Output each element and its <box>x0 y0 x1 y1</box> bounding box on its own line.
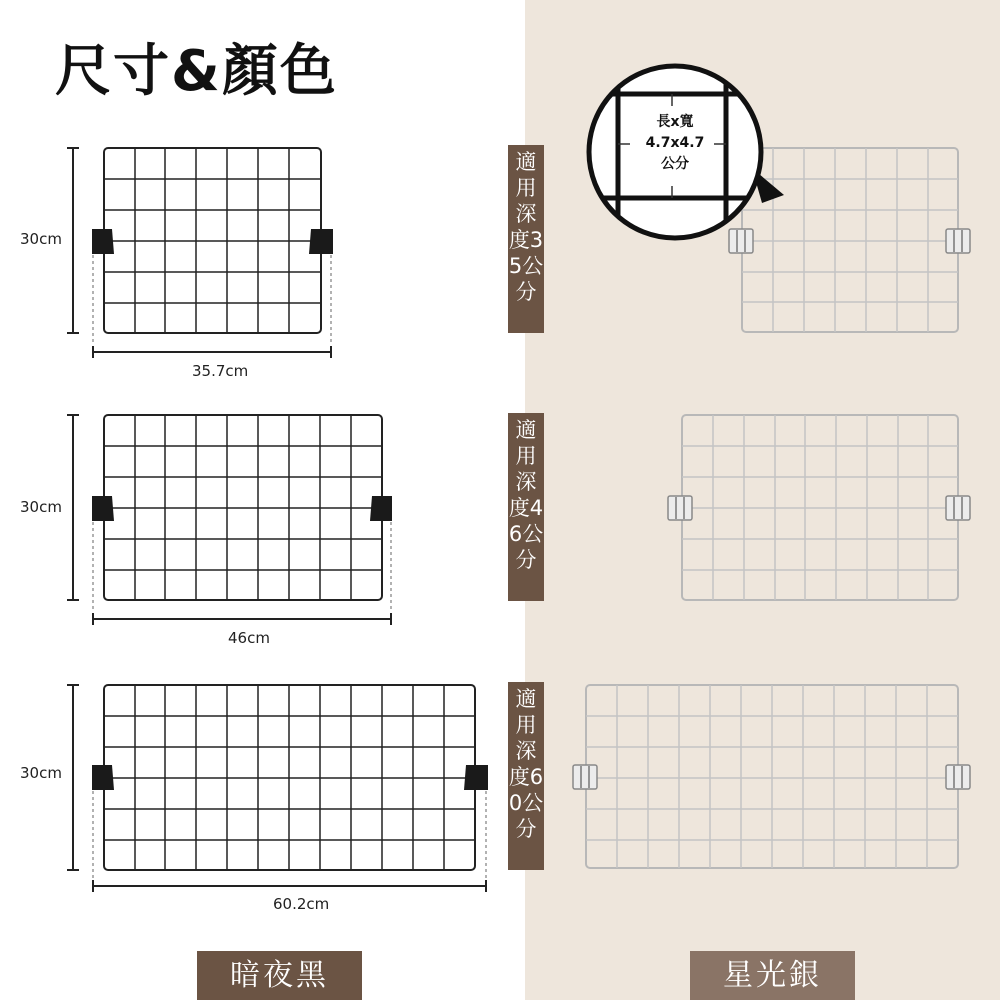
black-grid-panel-60 <box>67 685 488 892</box>
width-label: 60.2cm <box>273 895 330 913</box>
width-label: 46cm <box>228 629 270 647</box>
silver-grid-panel-46 <box>668 415 970 600</box>
page-title: 尺寸&顏色 <box>55 39 338 104</box>
depth-label: 適用深度46公分 <box>508 413 544 601</box>
height-label: 30cm <box>20 764 62 782</box>
silver-grid-panel-60 <box>573 685 970 868</box>
zoom-line: 4.7x4.7 <box>645 135 705 151</box>
color-tag-black: 暗夜黑 <box>197 951 362 1000</box>
silver-grid-panel-35 <box>729 148 970 332</box>
clip-left <box>92 765 114 790</box>
height-label: 30cm <box>20 230 62 248</box>
grid-cell-size-label <box>615 112 735 175</box>
black-grid-panel-46 <box>67 415 392 625</box>
depth-label: 適用深度35公分 <box>508 145 544 333</box>
zoom-line: 長x寬 <box>656 114 694 130</box>
clip-right <box>370 496 392 521</box>
black-grid-panel-35 <box>67 148 333 358</box>
clip-right <box>464 765 488 790</box>
color-tag-silver: 星光銀 <box>690 951 855 1000</box>
clip-right <box>309 229 333 254</box>
clip-left <box>92 496 114 521</box>
depth-label: 適用深度60公分 <box>508 682 544 870</box>
height-label: 30cm <box>20 498 62 516</box>
width-label: 35.7cm <box>192 362 249 380</box>
zoom-line: 公分 <box>661 156 689 172</box>
clip-left <box>92 229 114 254</box>
